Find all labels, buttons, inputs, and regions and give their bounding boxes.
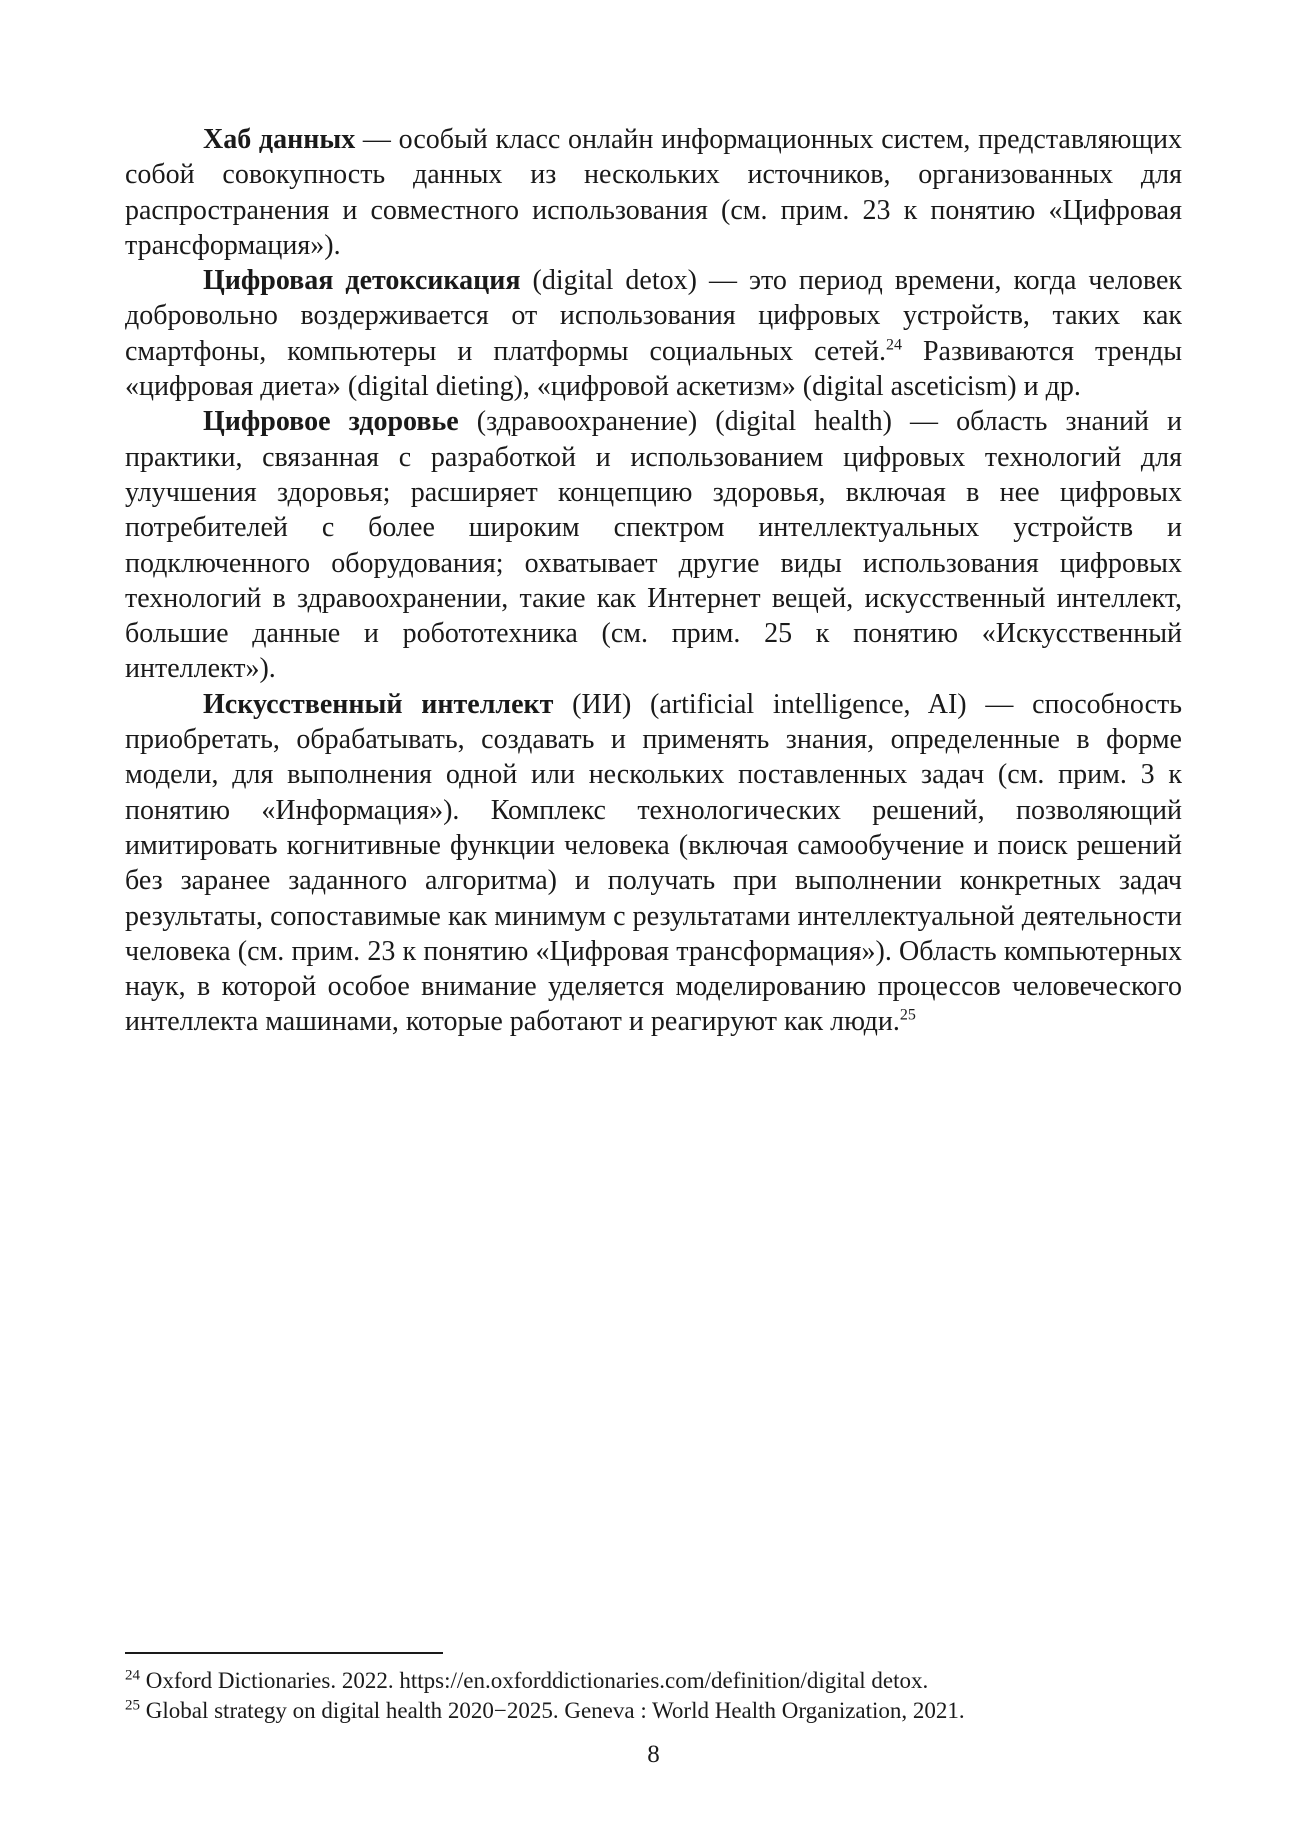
entry-definition-continued: Развиваются тренды «цифровая диета» (digital dieting), «цифровой аскетизм» (digital asceticism) и др. <box>125 335 1183 403</box>
term-title: Хаб данных <box>203 124 356 155</box>
footnote-reference[interactable]: 24 <box>885 336 902 354</box>
entry-definition: (digital detox) — это период времени, когда человек добровольно воздерживается от использования цифровых устройств, таких как смартфоны, компьютеры и платформы социальных сетей. <box>125 265 1183 367</box>
page-body <box>125 122 1182 1040</box>
term-title: Цифровое здоровье <box>203 406 459 438</box>
footnote-number: 24 <box>125 1667 140 1684</box>
entry-definition: (здравоохранение) (digital health) — область знаний и практики, связанная с разработкой и использованием цифровых технологий для улучшения здоровья; расширяет концепцию здоровья, включая в нее цифровых потребителей с более широким спектром интеллектуальных устройств и подключенного оборудования; охватывает другие виды использования цифровых технологий в здравоохранении, такие как Интернет вещей, искусственный интеллект, большие данные и робототехника (см. прим. 25 к понятию «Искусственный интеллект»). <box>125 406 1182 685</box>
entry-artificial-intelligence <box>125 687 1182 1040</box>
entry-digital-detox <box>125 263 1182 404</box>
footnote-text: Global strategy on digital health 2020−2025. Geneva : World Health Organization, 2021. <box>140 1698 965 1723</box>
footnote-separator <box>125 1652 443 1654</box>
entry-data-hub <box>125 122 1182 263</box>
footnote-24 <box>125 1666 1182 1696</box>
term-title: Цифровая детоксикация <box>203 265 521 297</box>
entry-definition: — особый класс онлайн информационных систем, представляющих собой совокупность данных из нескольких источников, организованных для распространения и совместного использования (см. прим. 23 к понятию «Цифровая трансформация»). <box>125 124 1182 261</box>
footnote-reference[interactable]: 25 <box>899 1007 916 1025</box>
footnote-text: Oxford Dictionaries. 2022. https://en.oxforddictionaries.com/definition/digital detox. <box>140 1668 929 1693</box>
entry-digital-health <box>125 404 1182 686</box>
entry-definition: (ИИ) (artificial intelligence, AI) — способность приобретать, обрабатывать, создавать и применять знания, определенные в форме модели, для выполнения одной или нескольких поставленных задач (см. прим. 3 к понятию «Информация»). Комплекс технологических решений, позволяющий имитировать когнитивные функции человека (включая самообучение и поиск решений без заранее заданного алгоритма) и получать при выполнении конкретных задач результаты, сопоставимые как минимум с результатами интеллектуальной деятельности человека (см. прим. 23 к понятию «Цифровая трансформация»). Область компьютерных наук, в которой особое внимание уделяется моделированию процессов человеческого интеллекта машинами, которые работают и реагируют как люди. <box>125 688 1182 1038</box>
footnote-25 <box>125 1696 1182 1726</box>
footnote-number: 25 <box>125 1697 140 1714</box>
term-title: Искусственный интеллект <box>203 688 554 720</box>
footnotes <box>125 1666 1182 1726</box>
page-number: 8 <box>647 1741 660 1768</box>
